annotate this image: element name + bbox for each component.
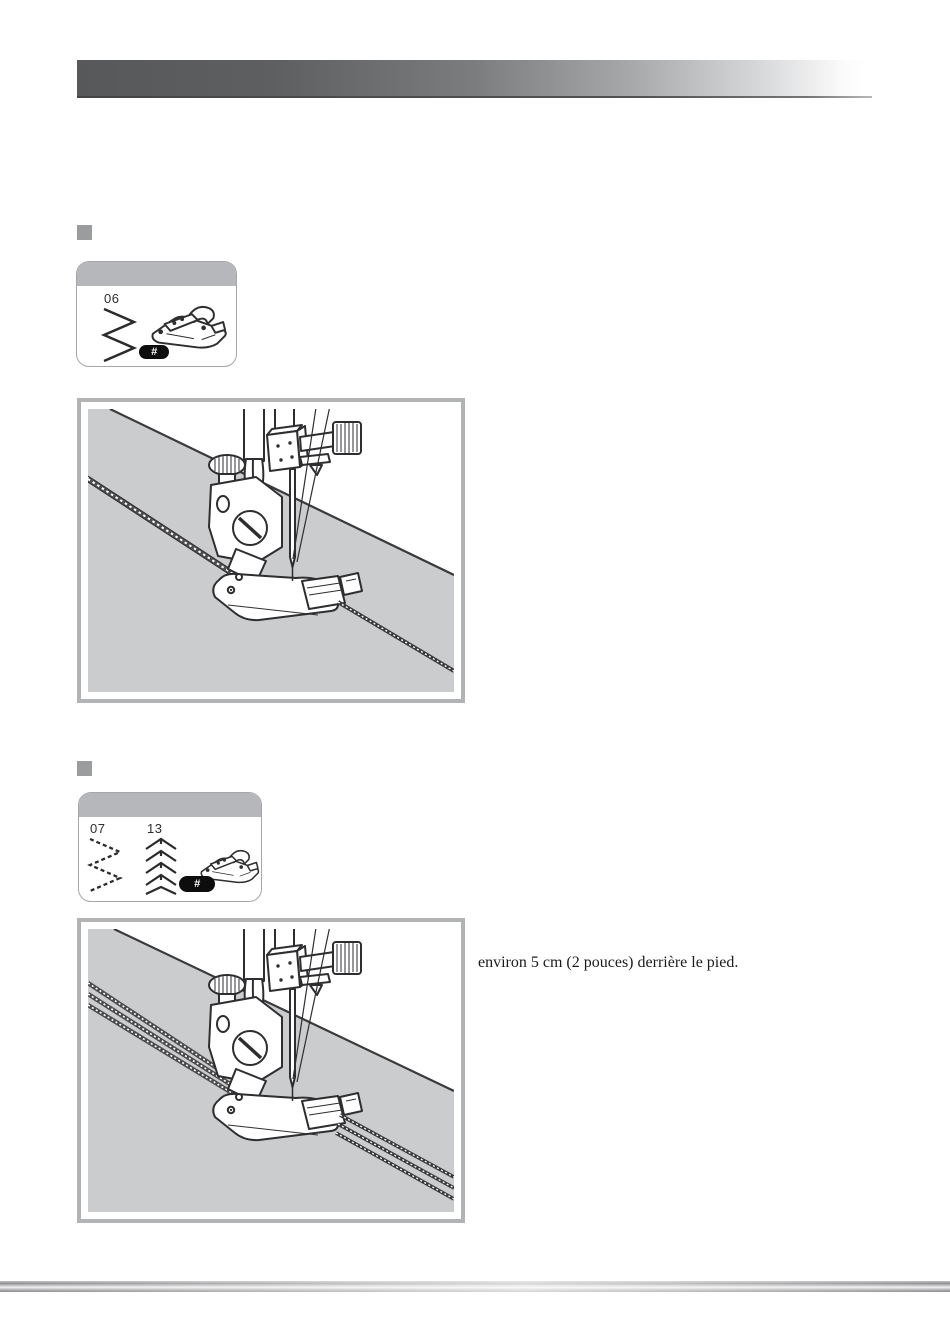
dashed-zigzag-stitch-icon xyxy=(86,837,124,893)
page-header-bar xyxy=(77,60,868,96)
section-marker xyxy=(77,225,92,240)
stitch-number-label: 13 xyxy=(147,821,163,836)
instruction-text: environ 5 cm (2 pouces) derrière le pied. xyxy=(478,954,739,971)
presser-foot-icon xyxy=(147,298,229,350)
sewing-illustration-triple-cord xyxy=(88,929,454,1212)
section-marker xyxy=(77,761,92,776)
stitch-selection-panel xyxy=(76,261,237,367)
illustration-frame xyxy=(77,918,465,1223)
stitch-selection-panel xyxy=(78,792,262,902)
illustration-frame xyxy=(77,398,465,703)
sewing-illustration-single-cord xyxy=(88,409,454,692)
stitch-number-label: 06 xyxy=(104,291,120,306)
footer-bar xyxy=(0,1281,950,1292)
zigzag-stitch-icon xyxy=(99,307,139,363)
stitch-number-label: 07 xyxy=(90,821,106,836)
panel-header-band xyxy=(77,262,236,286)
foot-number-badge: # xyxy=(139,345,169,359)
foot-number-badge: # xyxy=(179,876,215,892)
panel-header-band xyxy=(79,793,261,817)
feather-stitch-icon xyxy=(142,837,180,895)
header-underline xyxy=(77,96,872,98)
